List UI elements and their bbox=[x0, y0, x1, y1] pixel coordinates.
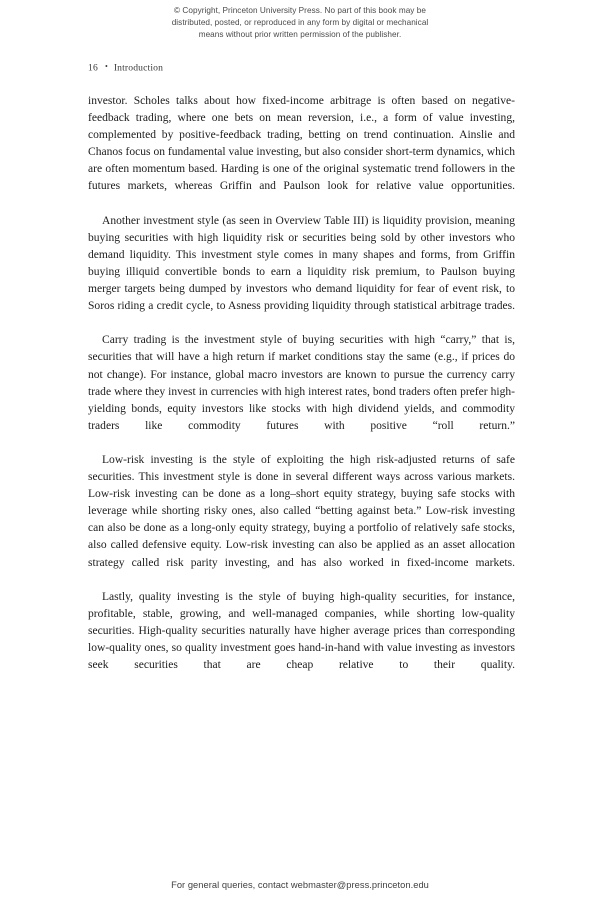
page-footer: For general queries, contact webmaster@press.princeton.edu bbox=[171, 880, 429, 890]
paragraph: Lastly, quality investing is the style of buying high-quality securities, for instance, profitable, stable, growing, and well-managed companies, while shorting low-quality securities. High-quality securities naturally have higher average prices than corresponding low-quality ones, so quality investment goes hand-in-hand with value investing as investors seek securities that are cheap relative to their quality. bbox=[88, 590, 515, 672]
running-head bbox=[88, 62, 163, 74]
bullet-separator-icon: • bbox=[105, 62, 108, 71]
paragraph: Low-risk investing is the style of exploiting the high risk-adjusted returns of safe securities. This investment style is done in several different ways across various markets. Low-risk investing can be done as a long–short equity strategy, buying safe stocks with leverage while shorting risky ones, also called “betting against beta.” Low-risk investing can also be done as a long-only equity strategy, buying a portfolio of relatively safe stocks, also called defensive equity. Low-risk investing can also be applied as an asset allocation strategy called risk parity investing, and has also worked in fixed-income markets. bbox=[88, 453, 515, 569]
chapter-title: Introduction bbox=[113, 62, 164, 74]
page-number: 16 bbox=[88, 62, 98, 74]
copyright-notice-line-2: distributed, posted, or reproduced in any form by digital or mechanical bbox=[171, 18, 429, 28]
copyright-notice-line-3: means without prior written permission of the publisher. bbox=[198, 30, 402, 40]
paragraph: Another investment style (as seen in Overview Table III) is liquidity provision, meaning buying securities with high liquidity risk or securities being sold by other investors who demand liquidity. This investment style comes in many shapes and forms, from Griffin buying illiquid convertible bonds to earn a liquidity risk premium, to Paulson buying merger targets being dumped by investors who demand liquidity for fear of event risk, to Soros riding a credit cycle, to Asness providing liquidity through statistical arbitrage trades. bbox=[88, 214, 515, 313]
body-text bbox=[88, 93, 515, 691]
copyright-notice-line-1: © Copyright, Princeton University Press. No part of this book may be bbox=[174, 6, 426, 15]
paragraph: investor. Scholes talks about how fixed-income arbitrage is often based on negative-feedback trading, where one bets on mean reversion, i.e., a form of value investing, complemented by positive-feedback trading, betting on trend continuation. Ainslie and Chanos focus on fundamental value investing, but also consider short-term dynamics, which are often momentum based. Harding is one of the original systematic trend followers in the futures markets, whereas Griffin and Paulson look for relative value opportunities. bbox=[88, 95, 515, 193]
paragraph: Carry trading is the investment style of buying securities with high “carry,” that is, securities that will have a high return if market conditions stay the same (e.g., if prices do not change). For instance, global macro investors are known to pursue the currency carry trade where they invest in currencies with high interest rates, bond traders often prefer high-yielding bonds, equity investors like stocks with high dividend yields, and commodity traders like commodity futures with positive “roll return.” bbox=[88, 334, 515, 432]
copyright-notice bbox=[129, 5, 471, 42]
